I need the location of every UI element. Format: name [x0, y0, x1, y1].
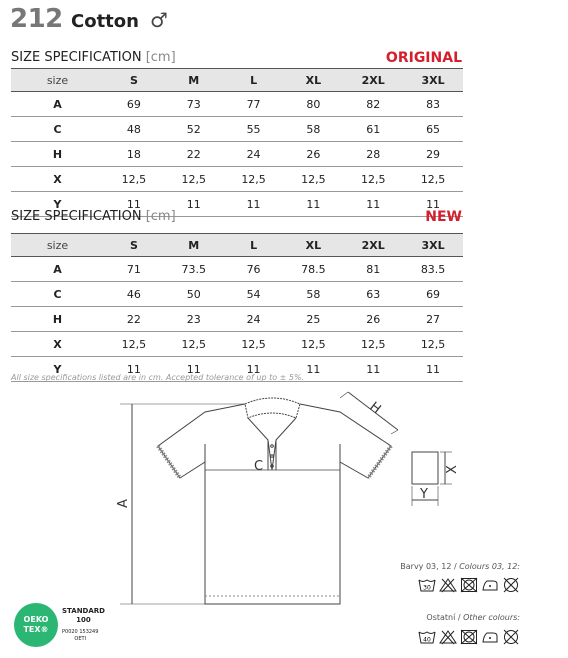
care-icons-row-1	[418, 577, 520, 593]
table-cell: 58	[283, 282, 343, 307]
table-cell: 27	[403, 307, 463, 332]
row-label: Y	[11, 192, 104, 217]
table-cell: 50	[164, 282, 224, 307]
table-cell: 77	[224, 92, 284, 117]
iron-icon	[481, 629, 499, 645]
column-header: 3XL	[403, 234, 463, 257]
table-header-row	[11, 69, 463, 92]
table-cell: 11	[224, 357, 284, 382]
table-row	[11, 92, 463, 117]
dim-label-c: C	[254, 459, 264, 474]
table-cell: 24	[224, 142, 284, 167]
column-header: 2XL	[343, 234, 403, 257]
table-cell: 76	[224, 257, 284, 282]
table-cell: 24	[224, 307, 284, 332]
row-label: X	[11, 167, 104, 192]
table-cell: 11	[164, 192, 224, 217]
polo-measurement-diagram	[0, 388, 568, 608]
table-cell: 83.5	[403, 257, 463, 282]
table-cell: 11	[403, 192, 463, 217]
row-label: A	[11, 257, 104, 282]
table-cell: 12,5	[283, 167, 343, 192]
table-cell: 71	[104, 257, 164, 282]
dim-label-x: X	[445, 465, 460, 474]
table-cell: 12,5	[164, 167, 224, 192]
table-cell: 11	[104, 357, 164, 382]
wash-temp-2: 40	[423, 636, 431, 644]
table-cell: 80	[283, 92, 343, 117]
table-cell: 25	[283, 307, 343, 332]
table-cell: 12,5	[403, 167, 463, 192]
table-cell: 18	[104, 142, 164, 167]
dim-label-y: Y	[420, 487, 428, 502]
column-header: S	[104, 234, 164, 257]
table-cell: 12,5	[104, 332, 164, 357]
column-header-size: size	[11, 69, 104, 92]
care-label-colours-03-12	[400, 562, 520, 571]
table-row	[11, 307, 463, 332]
no-tumble-dry-icon	[460, 629, 478, 645]
table-cell: 78.5	[283, 257, 343, 282]
table-cell: 54	[224, 282, 284, 307]
original-tag: ORIGINAL	[385, 50, 462, 66]
new-tag: NEW	[425, 209, 462, 225]
row-label: C	[11, 282, 104, 307]
table-row	[11, 332, 463, 357]
row-label: C	[11, 117, 104, 142]
table-cell: 11	[283, 192, 343, 217]
spec-table-original	[11, 68, 463, 217]
table-cell: 12,5	[283, 332, 343, 357]
table-row	[11, 257, 463, 282]
wash-30-icon	[418, 577, 436, 593]
iron-icon	[481, 577, 499, 593]
table-cell: 12,5	[224, 167, 284, 192]
care-label-en: Other colours:	[463, 613, 520, 622]
spec-title-text: SIZE SPECIFICATION	[11, 209, 142, 224]
dim-label-h: H	[366, 399, 384, 418]
column-header: 2XL	[343, 69, 403, 92]
table-row	[11, 142, 463, 167]
table-cell: 63	[343, 282, 403, 307]
column-header: M	[164, 69, 224, 92]
certificate-code	[62, 629, 98, 643]
row-label: H	[11, 142, 104, 167]
wash-40-icon	[418, 629, 436, 645]
column-header-size: size	[11, 234, 104, 257]
table-cell: 12,5	[343, 332, 403, 357]
no-dry-clean-icon	[502, 629, 520, 645]
spec-title-text: SIZE SPECIFICATION	[11, 50, 142, 65]
table-cell: 11	[164, 357, 224, 382]
table-cell: 11	[403, 357, 463, 382]
no-dry-clean-icon	[502, 577, 520, 593]
table-row	[11, 117, 463, 142]
table-cell: 26	[343, 307, 403, 332]
column-header: 3XL	[403, 69, 463, 92]
table-cell: 52	[164, 117, 224, 142]
row-label: H	[11, 307, 104, 332]
care-label-cz: Barvy 03, 12 /	[400, 562, 457, 571]
table-cell: 12,5	[104, 167, 164, 192]
spec-table-new	[11, 233, 463, 382]
table-cell: 11	[283, 357, 343, 382]
table-cell: 48	[104, 117, 164, 142]
row-label: Y	[11, 357, 104, 382]
table-cell: 58	[283, 117, 343, 142]
table-cell: 28	[343, 142, 403, 167]
table-cell: 46	[104, 282, 164, 307]
table-cell: 82	[343, 92, 403, 117]
care-label-en: Colours 03, 12:	[459, 562, 520, 571]
oeko-line2: TEX®	[23, 625, 49, 634]
table-cell: 65	[403, 117, 463, 142]
column-header: XL	[283, 234, 343, 257]
table-cell: 29	[403, 142, 463, 167]
table-cell: 12,5	[224, 332, 284, 357]
fabric-name: Cotton	[71, 11, 139, 32]
table-cell: 55	[224, 117, 284, 142]
table-cell: 73	[164, 92, 224, 117]
no-bleach-icon	[439, 629, 457, 645]
table-cell: 69	[104, 92, 164, 117]
table-cell: 61	[343, 117, 403, 142]
table-header-row	[11, 234, 463, 257]
table-row	[11, 167, 463, 192]
column-header: L	[224, 69, 284, 92]
oeko-tex-logo	[14, 603, 58, 647]
column-header: XL	[283, 69, 343, 92]
table-row	[11, 282, 463, 307]
table-cell: 73.5	[164, 257, 224, 282]
standard-number: 100	[76, 616, 91, 624]
spec-original-title	[11, 50, 176, 65]
table-cell: 22	[104, 307, 164, 332]
table-cell: 11	[343, 357, 403, 382]
column-header: S	[104, 69, 164, 92]
product-code: 212	[10, 4, 63, 34]
table-cell: 22	[164, 142, 224, 167]
table-cell: 11	[104, 192, 164, 217]
table-cell: 23	[164, 307, 224, 332]
row-label: X	[11, 332, 104, 357]
table-cell: 12,5	[403, 332, 463, 357]
column-header: M	[164, 234, 224, 257]
table-cell: 11	[343, 192, 403, 217]
cert-code-line1: P0020 153249	[62, 629, 99, 635]
no-tumble-dry-icon	[460, 577, 478, 593]
oeko-line1: OEKO	[23, 615, 49, 624]
standard-100-label	[62, 607, 105, 625]
care-label-cz: Ostatní /	[426, 613, 461, 622]
spec-unit: [cm]	[145, 50, 176, 65]
spec-unit: [cm]	[145, 209, 176, 224]
table-cell: 12,5	[164, 332, 224, 357]
table-cell: 81	[343, 257, 403, 282]
male-icon: ♂	[150, 8, 168, 32]
tolerance-note: All size specifications listed are in cm. Accepted tolerance of up to ± 5%.	[11, 373, 305, 382]
table-cell: 26	[283, 142, 343, 167]
table-cell: 11	[224, 192, 284, 217]
care-label-other-colours	[426, 613, 520, 622]
no-bleach-icon	[439, 577, 457, 593]
cert-code-line2: OETI	[74, 636, 87, 642]
column-header: L	[224, 234, 284, 257]
wash-temp-1: 30	[423, 584, 431, 592]
table-cell: 12,5	[343, 167, 403, 192]
row-label: A	[11, 92, 104, 117]
dim-label-a: A	[116, 499, 131, 508]
table-cell: 83	[403, 92, 463, 117]
care-icons-row-2	[418, 629, 520, 645]
table-cell: 69	[403, 282, 463, 307]
standard-text: STANDARD	[62, 607, 105, 615]
spec-new-title	[11, 209, 176, 224]
